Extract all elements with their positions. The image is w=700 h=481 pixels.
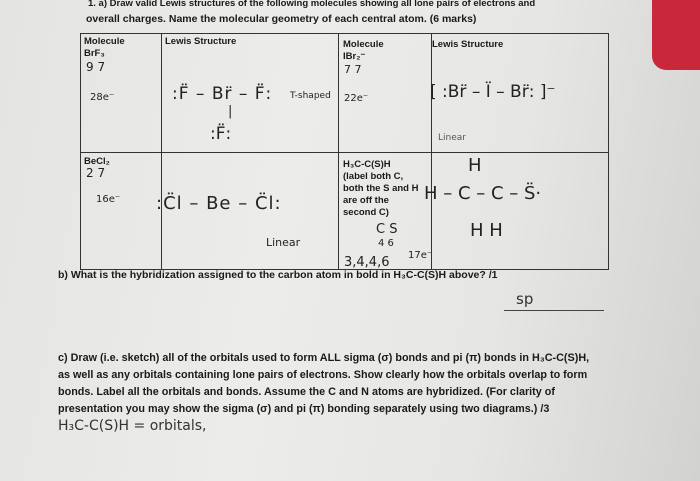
h3ccsh-line-3: both the S and H xyxy=(343,183,419,194)
brf3-lewis-bottom: :F̈: xyxy=(210,124,232,144)
becl2-valence: 2 7 xyxy=(86,166,106,180)
intro-line-2: overall charges. Name the molecular geometry of each central atom. (6 marks) xyxy=(86,13,477,25)
h3ccsh-line-5: second C) xyxy=(343,207,389,218)
h3ccsh-line-2: (label both C, xyxy=(343,171,404,182)
h3ccsh-counts: 4 6 xyxy=(378,238,394,249)
h3ccsh-sum: 3,4,4,6 xyxy=(344,255,390,270)
becl2-electrons: 16e⁻ xyxy=(96,194,121,205)
h3ccsh-lewis-mid: H – C – C – S̈· xyxy=(424,183,542,204)
becl2-geometry: Linear xyxy=(266,236,301,249)
ibr2-electrons: 22e⁻ xyxy=(344,93,369,104)
brf3-label: BrF₃ xyxy=(84,48,105,59)
question-c-line-1: c) Draw (i.e. sketch) all of the orbitals used to form ALL sigma (σ) bonds and pi (π) bonds in H₃C-C(S)H, xyxy=(58,352,590,364)
ibr2-valence: 7 7 xyxy=(344,63,362,76)
question-c-line-3: bonds. Label all the orbitals and bonds. Assume the C and N atoms are hybridized. (For clarity of xyxy=(58,386,555,398)
becl2-lewis: :C̈l – Be – C̈l: xyxy=(156,193,282,214)
h3ccsh-line-4: are off the xyxy=(343,195,389,206)
h3ccsh-lewis-top: H xyxy=(468,155,482,176)
ibr2-lewis: [ :Br̈ – Ï – Br̈: ]⁻ xyxy=(430,82,556,102)
ibr2-geometry: Linear xyxy=(438,133,466,143)
brf3-geometry: T-shaped xyxy=(290,91,331,101)
becl2-label: BeCl₂ xyxy=(84,156,110,167)
brf3-valence: 9 7 xyxy=(86,60,106,74)
header-molecule-1: Molecule xyxy=(84,36,125,47)
h3ccsh-electrons: 17e⁻ xyxy=(408,250,433,261)
brf3-electrons: 28e⁻ xyxy=(90,92,115,103)
question-c-line-2: as well as any orbitals containing lone pairs of electrons. Show clearly how the orbitals overlap to form xyxy=(58,369,588,381)
cell-r2-c4 xyxy=(432,153,609,270)
red-corner-object xyxy=(652,0,700,70)
header-lewis-2: Lewis Structure xyxy=(432,39,504,50)
h3ccsh-line-1: H₃C-C(S)H xyxy=(343,159,391,170)
brf3-lewis: :F̈ – Br̈ – F̈: xyxy=(172,84,273,104)
header-lewis-1: Lewis Structure xyxy=(165,36,237,47)
question-b: b) What is the hybridization assigned to the carbon atom in bold in H₃C-C(S)H above? /1 xyxy=(58,269,498,281)
brf3-bond-down: | xyxy=(228,104,233,119)
answer-b: sp xyxy=(516,290,534,308)
answer-c: H₃C-C(S)H = orbitals, xyxy=(58,418,207,434)
h3ccsh-atoms: C S xyxy=(376,222,398,237)
header-molecule-2: Molecule xyxy=(343,39,384,50)
answer-b-line xyxy=(504,310,604,311)
intro-line-1: 1. a) Draw valid Lewis structures of the following molecules showing all lone pairs of electrons and xyxy=(88,0,536,9)
ibr2-label: IBr₂⁻ xyxy=(343,51,366,62)
question-c-line-4: presentation you may show the sigma (σ) and pi (π) bonding separately using two diagrams.) /3 xyxy=(58,403,550,415)
h3ccsh-lewis-bottom: H H xyxy=(470,220,503,241)
